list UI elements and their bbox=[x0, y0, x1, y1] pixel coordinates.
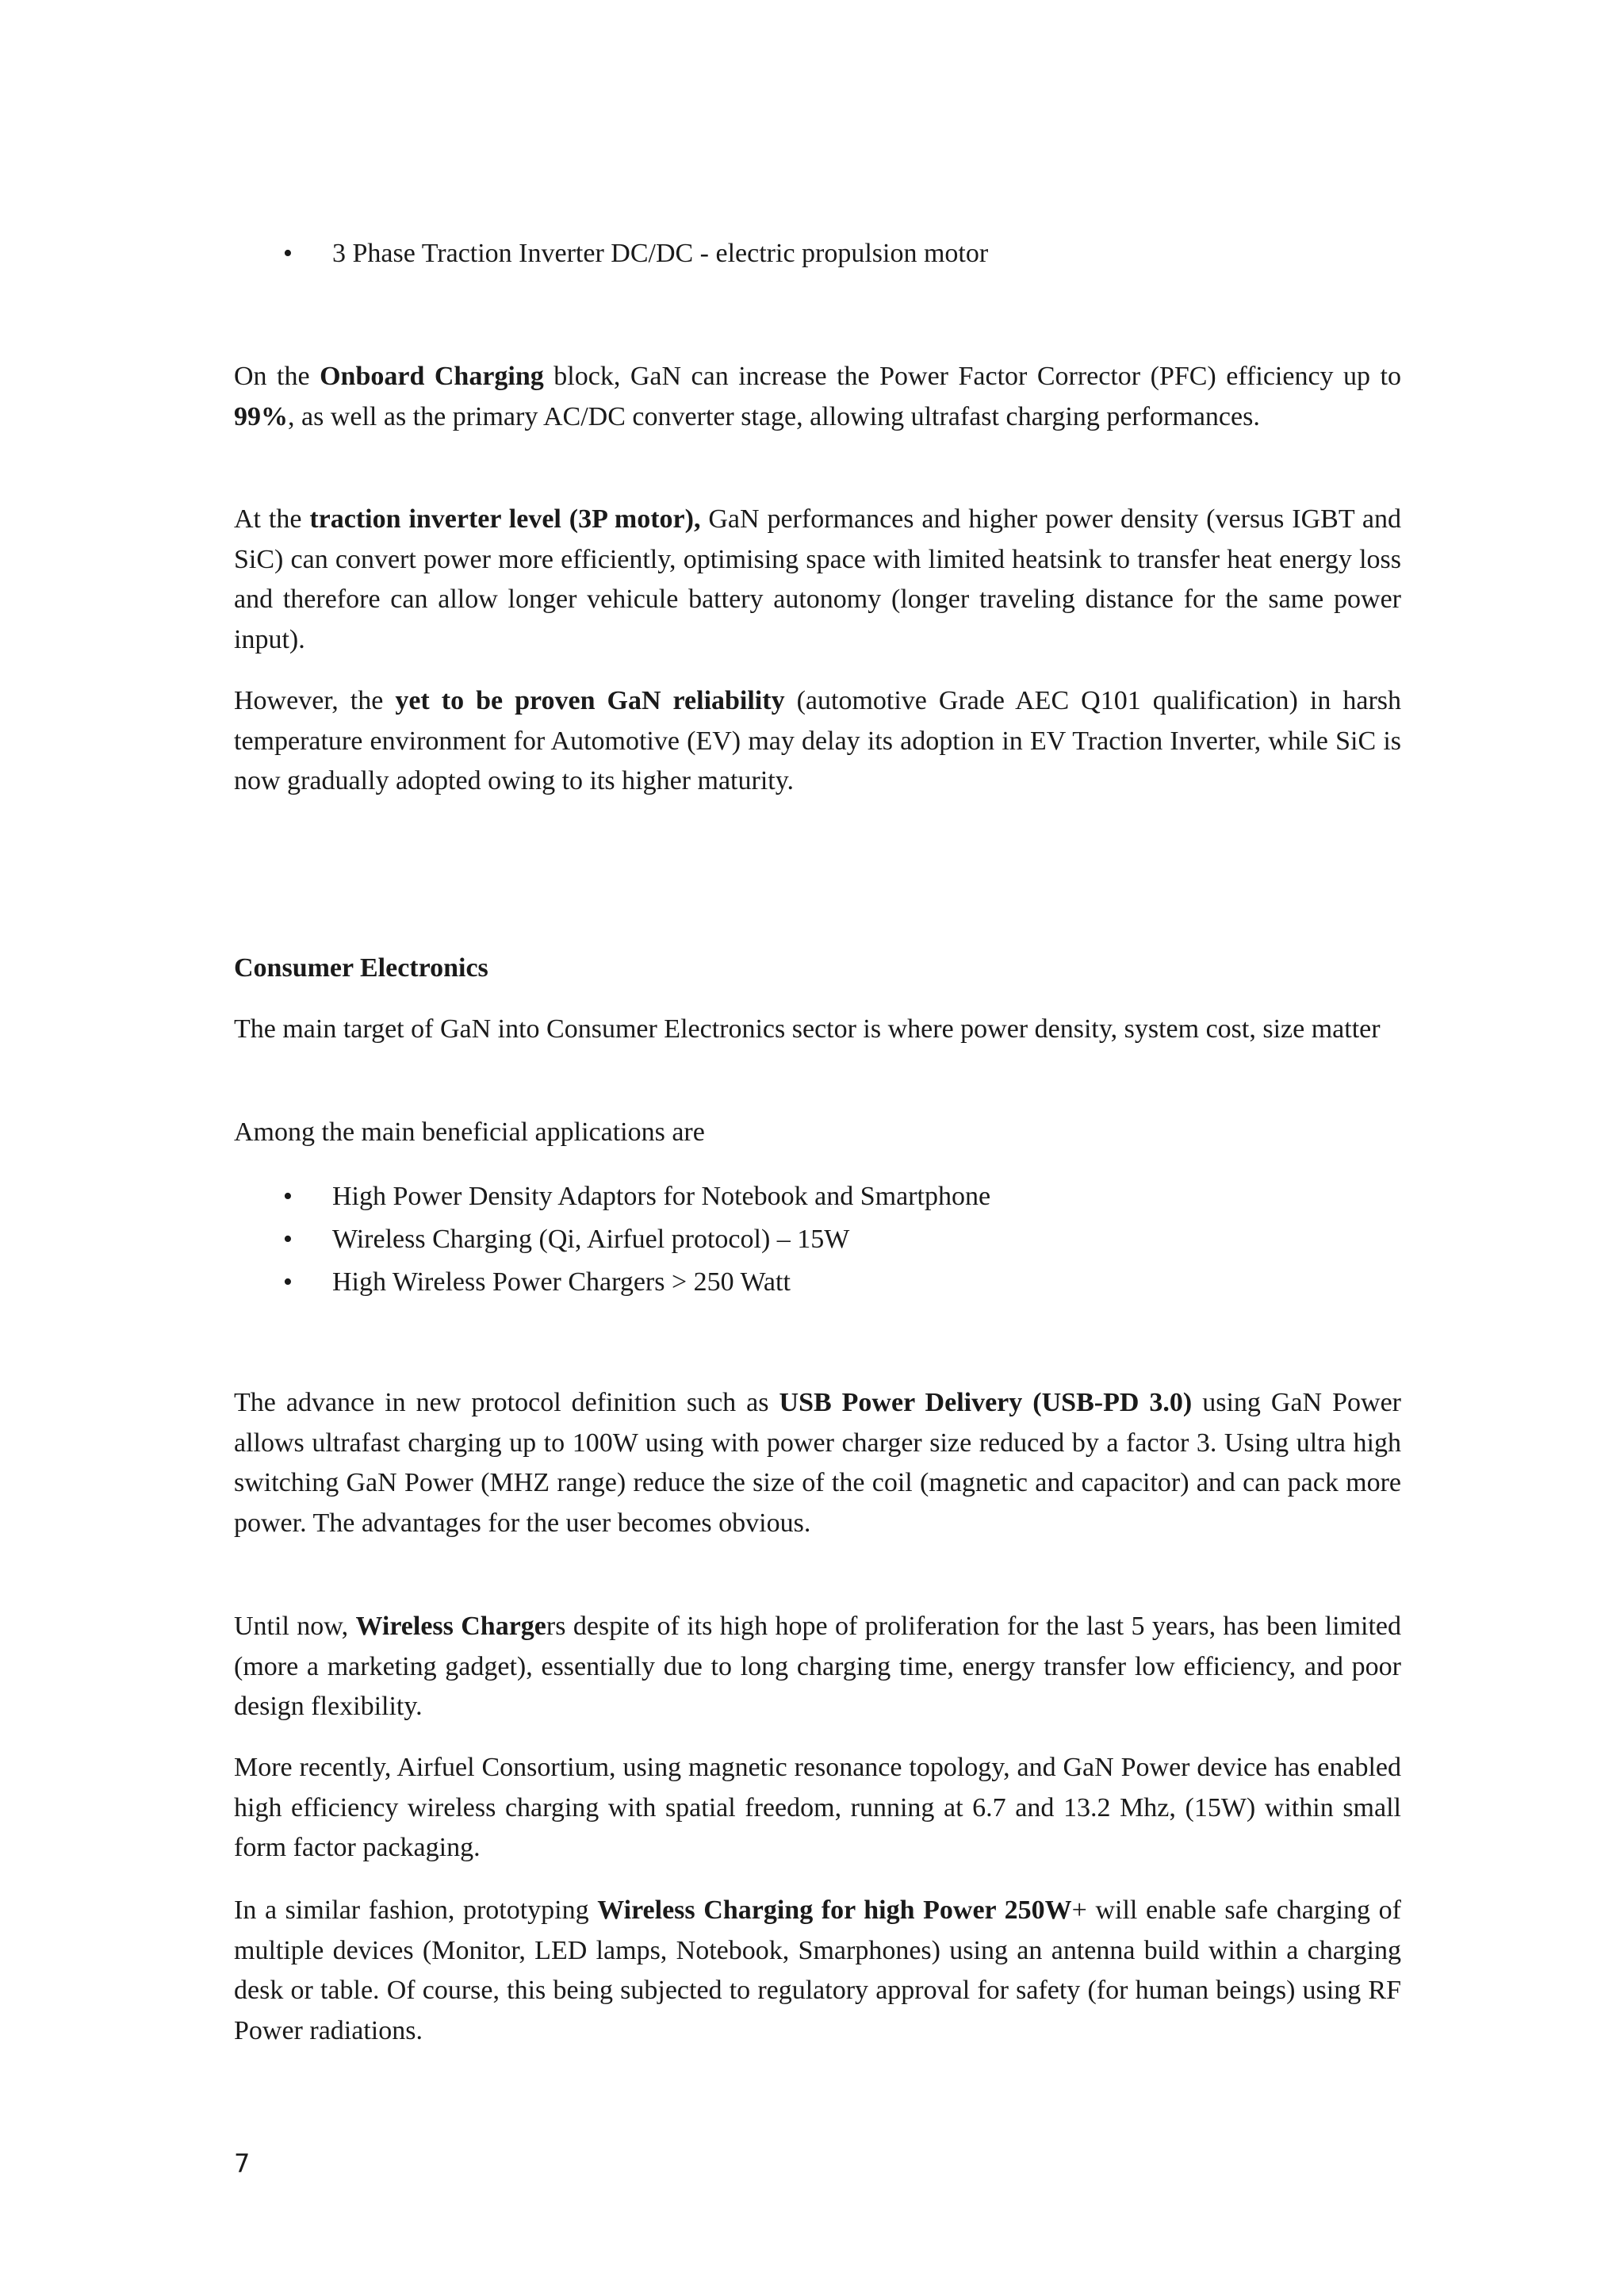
paragraph-onboard-charging: On the Onboard Charging block, GaN can increase the Power Factor Corrector (PFC) efficiency up to 99%, as well as the primary AC/DC converter stage, allowing ultrafast charging performances. bbox=[234, 362, 1401, 431]
consumer-bullet-list bbox=[234, 1175, 1401, 1304]
section-heading: Consumer Electronics bbox=[234, 953, 488, 983]
bullet-icon: • bbox=[283, 1225, 293, 1254]
paragraph-among: Among the main beneficial applications are bbox=[234, 1117, 705, 1147]
paragraph-reliability: However, the yet to be proven GaN reliability (automotive Grade AEC Q101 qualification) in harsh temperature environment for Automotive (EV) may delay its adoption in EV Traction Inverter, while SiC is now gradually adopted owing to its higher maturity. bbox=[234, 686, 1401, 795]
page-number: 7 bbox=[234, 2148, 251, 2179]
bullet-icon: • bbox=[283, 1182, 293, 1211]
paragraph-consumer-intro: The main target of GaN into Consumer Electronics sector is where power density, system cost, size matter bbox=[234, 1014, 1381, 1044]
paragraph-high-power-wireless: In a similar fashion, prototyping Wireless Charging for high Power 250W+ will enable safe charging of multiple devices (Monitor, LED lamps, Notebook, Smarphones) using an antenna build within a charging desk or table. Of course, this being subjected to regulatory approval for safety (for human beings) using RF Power radiations. bbox=[234, 1895, 1401, 2045]
list-item: • Wireless Charging (Qi, Airfuel protocol) – 15W bbox=[234, 1218, 1401, 1261]
list-item: • High Power Density Adaptors for Notebook and Smartphone bbox=[234, 1175, 1401, 1218]
list-item: • 3 Phase Traction Inverter DC/DC - electric propulsion motor bbox=[234, 232, 1401, 275]
paragraph-usb-pd: The advance in new protocol definition such as USB Power Delivery (USB-PD 3.0) using GaN Power allows ultrafast charging up to 100W using with power charger size reduced by a factor 3. Using ultra high switching GaN Power (MHZ range) reduce the size of the coil (magnetic and capacitor) and can pack more power. The advantages for the user becomes obvious. bbox=[234, 1388, 1401, 1538]
list-item: • High Wireless Power Chargers > 250 Watt bbox=[234, 1261, 1401, 1304]
paragraph-airfuel: More recently, Airfuel Consortium, using magnetic resonance topology, and GaN Power device has enabled high efficiency wireless charging with spatial freedom, running at 6.7 and 13.2 Mhz, (15W) within small form factor packaging. bbox=[234, 1753, 1401, 1862]
bullet-icon: • bbox=[283, 239, 293, 268]
top-bullet-list bbox=[234, 232, 1401, 275]
bullet-icon: • bbox=[283, 1267, 293, 1297]
paragraph-traction-inverter: At the traction inverter level (3P motor), GaN performances and higher power density (versus IGBT and SiC) can convert power more efficiently, optimising space with limited heatsink to transfer heat energy loss and therefore can allow longer vehicule battery autonomy (longer traveling distance for the same power input). bbox=[234, 504, 1401, 654]
paragraph-wireless-chargers: Until now, Wireless Chargers despite of its high hope of proliferation for the last 5 years, has been limited (more a marketing gadget), essentially due to long charging time, energy transfer low efficiency, and poor design flexibility. bbox=[234, 1612, 1401, 1721]
